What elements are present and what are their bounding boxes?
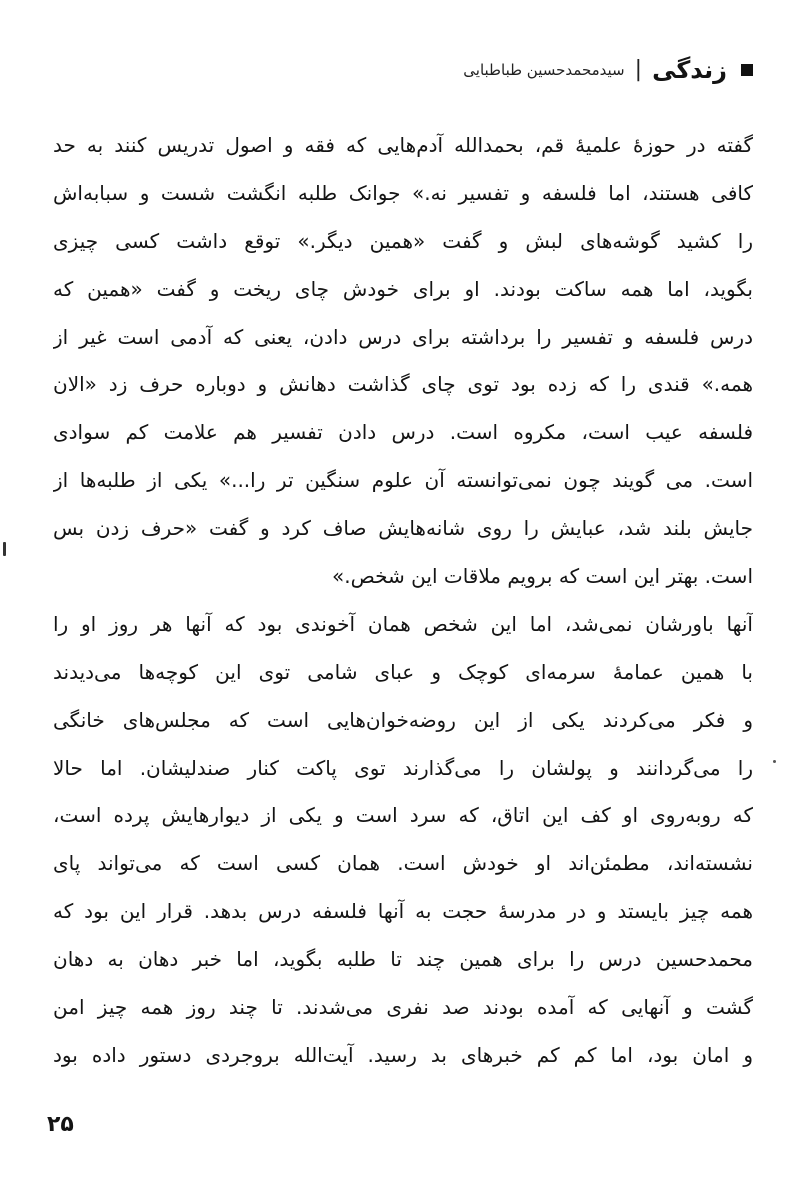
text-line: و فکر می‌کردند یکی از این روضه‌خوان‌هایی است که مجلس‌های خانگی: [53, 707, 753, 732]
text-line: و امان بود، اما کم کم خبرهای بد رسید. آیت‌الله بروجردی دستور داده بود: [53, 1042, 753, 1067]
header-square-mark: [741, 64, 753, 76]
text-line: کافی هستند، اما فلسفه و تفسیر نه.» جوانک طلبه انگشت شست و سبابه‌اش: [53, 180, 753, 205]
text-line: است. می گویند چون نمی‌توانسته آن علوم سنگین تر را...» یکی از طلبه‌ها از: [53, 468, 753, 493]
text-line: محمدحسین درس را برای همین چند تا طلبه بگوید، اما خبر دهان به دهان: [53, 947, 753, 972]
text-line: گشت و آنهایی که آمده بودند صد نفری می‌شدند. تا چند روز همه چیز امن: [53, 995, 753, 1020]
text-line: را می‌گردانند و پولشان را می‌گذارند توی پاکت کنار صندلیشان. اما حالا: [53, 755, 753, 780]
body-text: [53, 122, 753, 1080]
text-line: همه.» قندی را که زده بود توی چای گذاشت دهانش و دوباره حرف زد «الان: [53, 372, 753, 397]
text-line: جایش بلند شد، عبایش را روی شانه‌هایش صاف کرد و گفت «حرف زدن بس: [53, 516, 753, 541]
text-line: نشسته‌اند، مطمئن‌اند او خودش است. همان کسی است که می‌تواند پای: [53, 851, 753, 876]
text-line: بگوید، اما همه ساکت بودند. او برای خودش چای ریخت و گفت «همین که: [53, 276, 753, 301]
text-line: است. بهتر این است که برویم ملاقات این شخص.»: [332, 564, 753, 589]
text-line: گفته در حوزهٔ علمیهٔ قم، بحمدالله آدم‌هایی که فقه و اصول تدریس کنند به حد: [53, 133, 753, 157]
header-title: زندگی: [652, 56, 727, 84]
header-separator: |: [634, 57, 643, 82]
page-number: ۲۵: [47, 1112, 74, 1137]
text-line: که روبه‌روی او کف این اتاق، که سرد است و یکی از دیوارهایش پرده است،: [53, 803, 753, 828]
header-author: سیدمحمدحسین طباطبایی: [463, 61, 625, 79]
text-line: با همین عمامهٔ سرمه‌ای کوچک و عبای شامی توی این کوچه‌ها می‌دیدند: [53, 659, 753, 684]
text-line: آنها باورشان نمی‌شد، اما این شخص همان آخوندی بود که آنها هر روز او را: [53, 611, 753, 636]
text-line: همه چیز بایستد و در مدرسهٔ حجت به آنها فلسفه درس بدهد. قرار این بود که: [53, 899, 753, 924]
running-header: [52, 54, 753, 86]
text-line: فلسفه عیب است، مکروه است. درس دادن تفسیر هم علامت کم سوادی: [53, 420, 753, 445]
text-line: را کشید گوشه‌های لبش و گفت «همین دیگر.» توقع داشت کسی چیزی: [53, 228, 753, 253]
scan-speck: [773, 760, 776, 763]
text-line: درس فلسفه و تفسیر را برداشته برای درس دادن، یعنی که آدمی است غیر از: [53, 324, 753, 349]
scan-edge-mark: [3, 542, 6, 556]
